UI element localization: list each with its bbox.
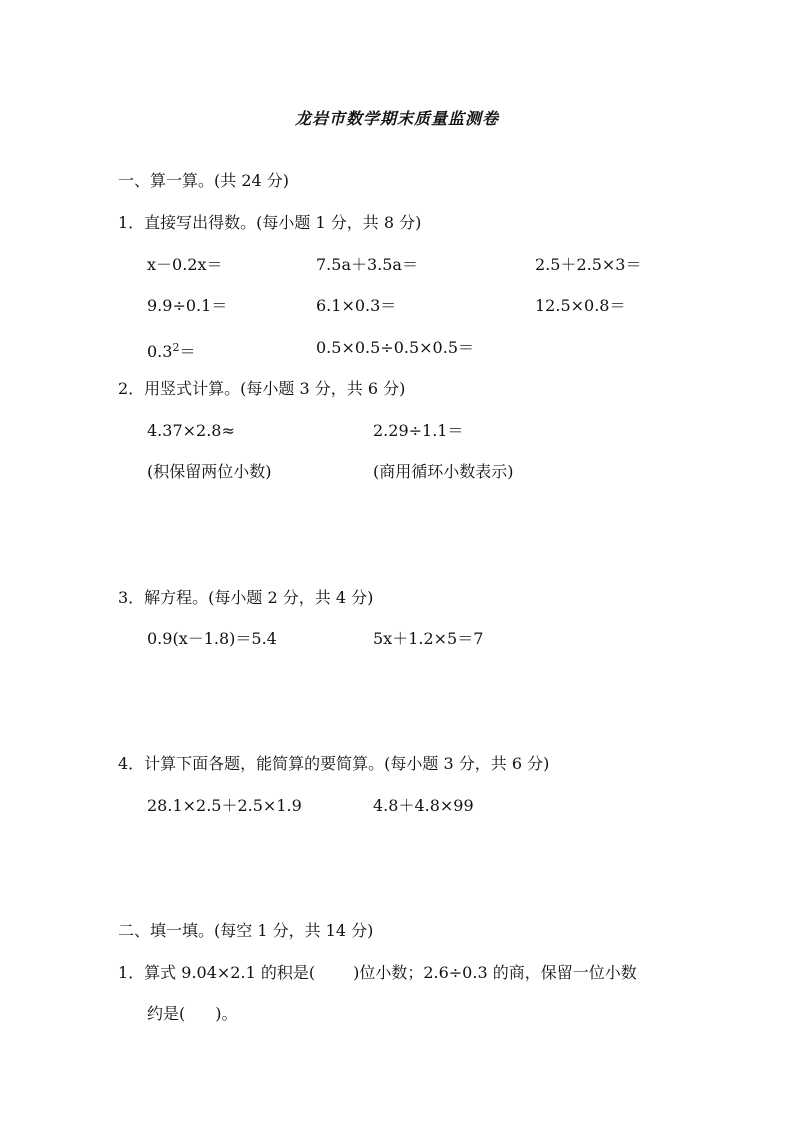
square-exponent: 2 (172, 341, 180, 354)
q1-item-square (147, 337, 195, 363)
fill-q1-text-2: )位小数；2.6÷0.3 的商，保留一位小数 (353, 963, 637, 982)
fill-q1-text-3: 约是( (147, 1004, 186, 1023)
q1-item-1: x－0.2x＝ (147, 255, 223, 274)
q1-item-8: 0.5×0.5÷0.5×0.5＝ (316, 338, 475, 357)
q1-item-5: 6.1×0.3＝ (316, 296, 397, 315)
page-title: 龙岩市数学期末质量监测卷 (294, 109, 499, 128)
q2-note-2: (商用循环小数表示) (373, 462, 514, 481)
square-base: 0.3 (147, 342, 173, 361)
fill-q1-text-1: 1．算式 9.04×2.1 的积是( (118, 963, 316, 982)
q1-item-3: 2.5＋2.5×3＝ (535, 255, 642, 274)
q4-heading: 4．计算下面各题，能简算的要简算。(每小题 3 分，共 6 分) (118, 754, 550, 773)
fill-q1-line2 (147, 1003, 238, 1025)
section2-heading: 二、填一填。(每空 1 分，共 14 分) (118, 921, 374, 940)
fill-q1-line1 (118, 962, 637, 984)
q4-item-2: 4.8＋4.8×99 (373, 796, 474, 815)
q1-item-6: 12.5×0.8＝ (535, 296, 626, 315)
q2-heading: 2．用竖式计算。(每小题 3 分，共 6 分) (118, 379, 406, 398)
fill-q1-text-4: )。 (215, 1004, 238, 1023)
q1-item-2: 7.5a＋3.5a＝ (316, 255, 418, 274)
q4-item-1: 28.1×2.5＋2.5×1.9 (147, 796, 302, 815)
q1-heading: 1．直接写出得数。(每小题 1 分，共 8 分) (118, 213, 422, 232)
q3-item-1: 0.9(x－1.8)＝5.4 (147, 629, 277, 648)
section1-heading: 一、算一算。(共 24 分) (118, 171, 290, 190)
square-equals: ＝ (179, 342, 196, 361)
q2-item-1: 4.37×2.8≈ (147, 421, 235, 440)
q2-item-2: 2.29÷1.1＝ (373, 421, 464, 440)
q3-heading: 3．解方程。(每小题 2 分，共 4 分) (118, 588, 374, 607)
q3-item-2: 5x＋1.2×5＝7 (373, 629, 484, 648)
q1-item-4: 9.9÷0.1＝ (147, 296, 228, 315)
q2-note-1: (积保留两位小数) (147, 462, 272, 481)
